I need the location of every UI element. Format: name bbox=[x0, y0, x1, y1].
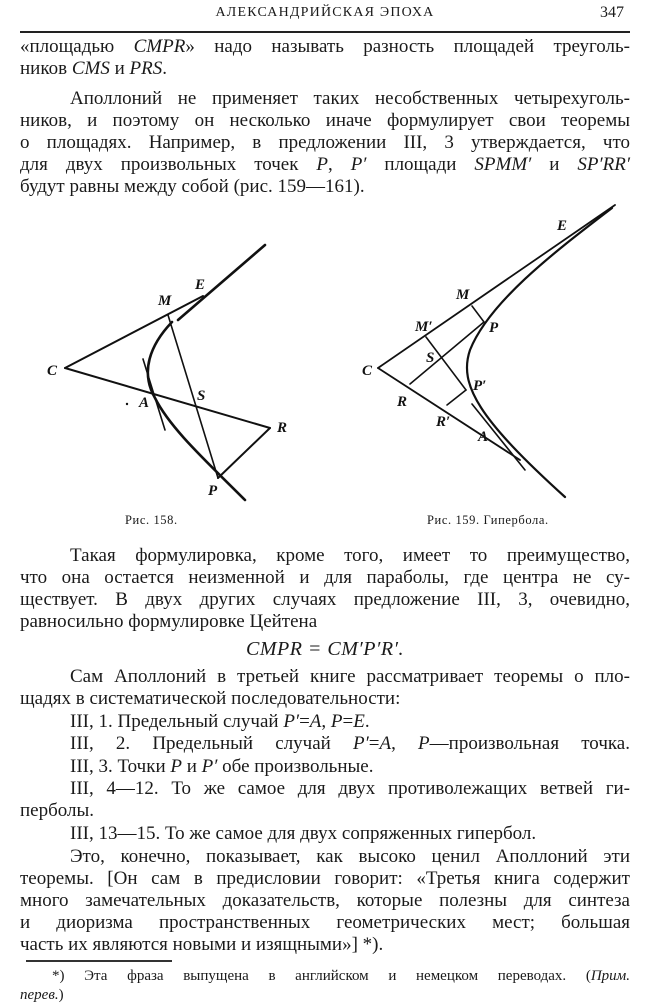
text-segment: III, 2. Предельный случай bbox=[70, 733, 354, 754]
text-line bbox=[20, 110, 630, 132]
label-P-prime: P′ bbox=[473, 378, 487, 394]
text-segment: и bbox=[531, 154, 578, 175]
text-segment: III, 13—15. То же самое для двух сопряженных гипербол. bbox=[70, 823, 537, 844]
text-line bbox=[20, 154, 630, 176]
text-segment: ) bbox=[58, 987, 64, 1003]
label-S: S bbox=[197, 388, 206, 404]
text-segment: Сам Аполлоний в третьей книге рассматривает теоремы о пло- bbox=[70, 666, 630, 687]
text-segment: часть их являются новыми и изящными»] *). bbox=[20, 934, 384, 955]
text-segment: «площадью bbox=[20, 36, 134, 57]
math-symbol: A bbox=[309, 711, 322, 732]
label-M-prime: M′ bbox=[415, 319, 433, 335]
text-line bbox=[20, 567, 630, 589]
figure-159-drawing bbox=[340, 200, 640, 510]
text-segment: » надо называть разность площадей треуголь- bbox=[185, 36, 630, 57]
theorem-item bbox=[20, 778, 630, 800]
footnote-line bbox=[20, 966, 630, 986]
text-segment: Аполлоний не применяет таких несобственных четырехуголь- bbox=[70, 88, 630, 109]
label-E: E bbox=[195, 277, 206, 293]
text-line bbox=[20, 611, 630, 633]
footnote-rule bbox=[26, 960, 172, 962]
theorem-item bbox=[20, 756, 630, 778]
line-R'P' bbox=[447, 390, 466, 405]
math-symbol: E bbox=[353, 711, 365, 732]
text-line bbox=[20, 58, 630, 80]
math-symbol: P′ bbox=[201, 756, 218, 777]
label-R-prime: R′ bbox=[436, 414, 451, 430]
text-segment: = bbox=[368, 733, 380, 754]
text-line bbox=[20, 890, 630, 912]
text-segment: = bbox=[342, 711, 354, 732]
text-line bbox=[20, 36, 630, 58]
text-segment: и bbox=[181, 756, 202, 777]
text-segment: . bbox=[364, 711, 370, 732]
label-P: P bbox=[489, 320, 499, 336]
text-segment: *) Эта фраза выпущена в английском и немецком переводах. ( bbox=[52, 968, 591, 984]
text-segment: Это, конечно, показывает, как высоко ценил Аполлоний эти bbox=[70, 846, 630, 867]
math-symbol: перев. bbox=[20, 987, 59, 1003]
text-segment: , bbox=[328, 154, 351, 175]
math-symbol: P′ bbox=[350, 154, 367, 175]
math-symbol: Прим. bbox=[590, 968, 630, 984]
line-MP bbox=[472, 306, 484, 322]
hyperbola-curve bbox=[467, 208, 612, 497]
text-segment: Такая формулировка, кроме того, имеет то преимущество, bbox=[70, 545, 630, 566]
math-symbol: P′ bbox=[353, 733, 369, 754]
running-title: АЛЕКСАНДРИЙСКАЯ ЭПОХА bbox=[215, 5, 435, 20]
text-segment: III, 1. Предельный случай bbox=[70, 711, 284, 732]
theorem-item bbox=[20, 823, 630, 845]
text-segment: равносильно формулировке Цейтена bbox=[20, 611, 318, 632]
text-segment: и bbox=[109, 58, 130, 79]
text-segment: будут равны между собой (рис. 159—161). bbox=[20, 176, 365, 197]
text-line bbox=[20, 912, 630, 934]
figure-159-caption: Рис. 159. Гипербола. bbox=[427, 513, 549, 527]
label-P: P bbox=[208, 483, 218, 499]
text-segment: обе произвольные. bbox=[217, 756, 374, 777]
text-line bbox=[20, 934, 630, 956]
footnote-line bbox=[20, 985, 630, 1005]
math-symbol: CMPR bbox=[133, 36, 186, 57]
label-R: R bbox=[277, 420, 288, 436]
text-line bbox=[20, 589, 630, 611]
text-segment: , bbox=[321, 711, 331, 732]
math-symbol: P bbox=[170, 756, 182, 777]
math-symbol: PRS bbox=[129, 58, 163, 79]
label-M: M bbox=[158, 293, 172, 309]
text-segment: что она остается неизменной и для параболы, где центра не су- bbox=[20, 567, 630, 588]
label-C: C bbox=[47, 363, 58, 379]
math-symbol: SP′RR′ bbox=[577, 154, 630, 175]
text-segment: много замечательных доказательств, которые полезны для синтеза bbox=[20, 890, 630, 911]
text-line bbox=[20, 132, 630, 154]
asymptote-upper bbox=[378, 205, 615, 368]
label-A: A bbox=[478, 429, 489, 445]
label-A: A bbox=[139, 395, 150, 411]
text-segment: щадях в систематической последовательности: bbox=[20, 688, 401, 709]
label-S: S bbox=[426, 350, 435, 366]
theorem-item bbox=[20, 711, 630, 733]
figure-158-drawing bbox=[20, 230, 320, 510]
text-segment: ников bbox=[20, 58, 72, 79]
theorem-item bbox=[20, 733, 630, 755]
theorem-item-continuation bbox=[20, 800, 630, 822]
label-R: R bbox=[397, 394, 408, 410]
header-rule bbox=[20, 31, 630, 33]
math-symbol: P′ bbox=[283, 711, 300, 732]
text-line bbox=[20, 846, 630, 868]
text-segment: III, 3. Точки bbox=[70, 756, 171, 777]
text-segment: о площадях. Например, в предложении III, 3 утверждается, что bbox=[20, 132, 630, 153]
text-segment: ников, и поэтому он несколько иначе формулирует свои теоремы bbox=[20, 110, 630, 131]
line-CE bbox=[65, 296, 203, 368]
math-symbol: P bbox=[418, 733, 430, 754]
math-symbol: A bbox=[379, 733, 392, 754]
text-segment: ществует. В двух других случаях предложение III, 3, очевидно, bbox=[20, 589, 630, 610]
label-E: E bbox=[557, 218, 568, 234]
asymptote bbox=[178, 245, 265, 320]
text-segment: = bbox=[299, 711, 310, 732]
formula: CMPR = CM′P′R′. bbox=[246, 638, 404, 660]
math-symbol: CMS bbox=[71, 58, 110, 79]
text-segment: перболы. bbox=[20, 800, 95, 821]
figure-159 bbox=[340, 200, 640, 510]
text-line bbox=[20, 88, 630, 110]
running-head bbox=[0, 3, 650, 25]
text-segment: . bbox=[162, 58, 167, 79]
hyperbola-curve bbox=[148, 322, 245, 500]
figure-158-caption: Рис. 158. bbox=[125, 513, 178, 527]
text-segment: площади bbox=[366, 154, 475, 175]
text-line bbox=[20, 545, 630, 567]
math-symbol: P bbox=[330, 711, 343, 732]
label-C: C bbox=[362, 363, 373, 379]
figure-158 bbox=[20, 230, 320, 510]
text-line bbox=[20, 176, 630, 198]
math-symbol: P bbox=[316, 154, 329, 175]
text-line bbox=[20, 688, 630, 710]
text-segment: III, 4—12. То же самое для двух противолежащих ветвей ги- bbox=[70, 778, 630, 799]
text-segment: и диоризма пространственных геометрических мест; большая bbox=[20, 912, 630, 933]
line-RP bbox=[218, 428, 270, 478]
math-symbol: SPMM′ bbox=[474, 154, 532, 175]
line-MP bbox=[168, 315, 218, 478]
text-segment: —произвольная точка. bbox=[429, 733, 630, 754]
text-line bbox=[20, 868, 630, 890]
text-line bbox=[20, 666, 630, 688]
text-segment: для двух произвольных точек bbox=[20, 154, 317, 175]
text-segment: , bbox=[391, 733, 419, 754]
text-segment: теоремы. [Он сам в предисловии говорит: «Третья книга содержит bbox=[20, 868, 630, 889]
page-number: 347 bbox=[600, 4, 624, 21]
stray-dot bbox=[126, 403, 128, 405]
label-M: M bbox=[456, 287, 470, 303]
